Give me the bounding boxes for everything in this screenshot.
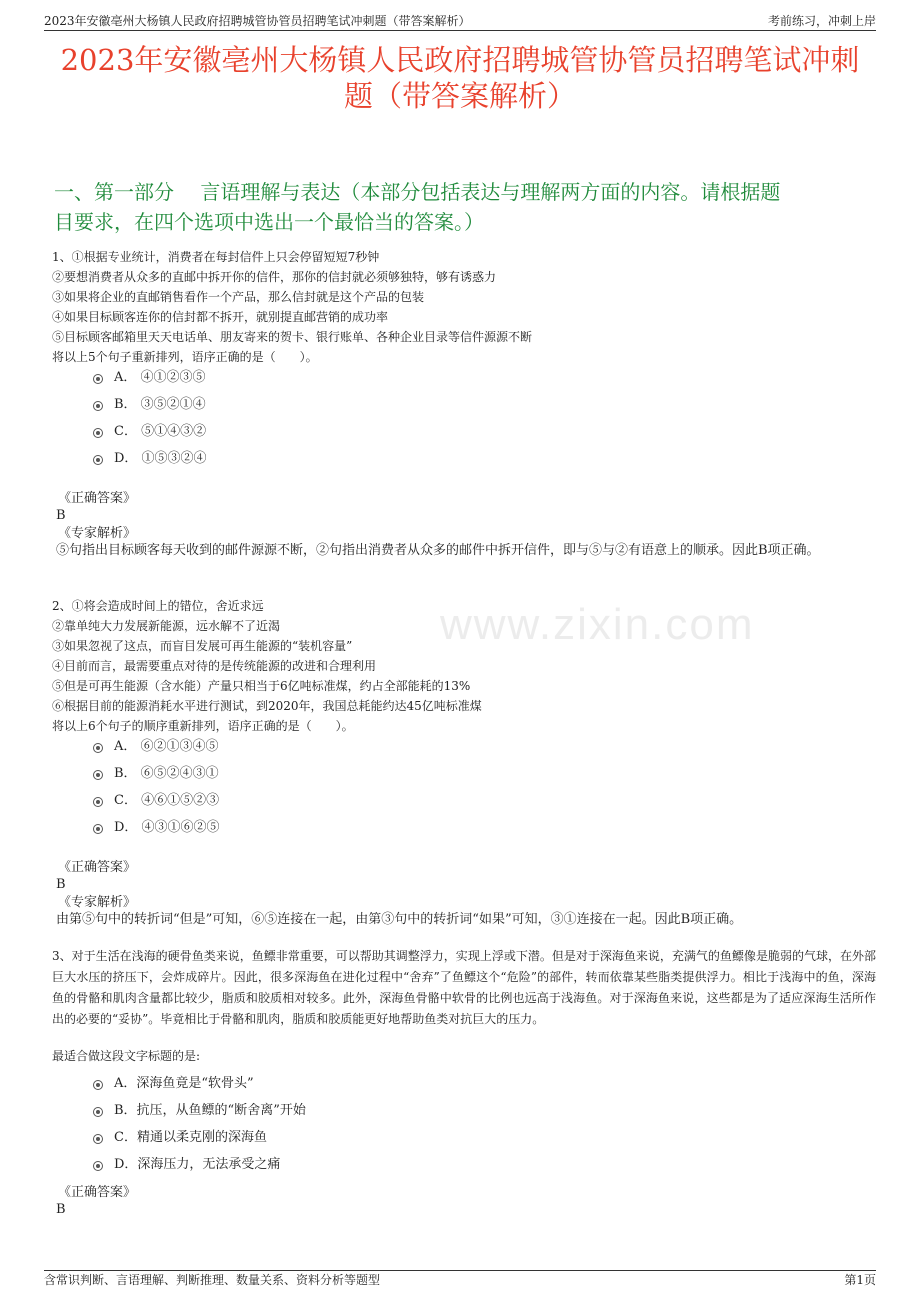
question-2-options bbox=[52, 733, 876, 841]
question-2-line: 将以上6个句子的顺序重新排列，语序正确的是（ ）。 bbox=[52, 719, 354, 733]
section-heading-line-2: 目要求，在四个选项中选出一个最恰当的答案。） bbox=[54, 210, 484, 234]
option-a[interactable] bbox=[52, 733, 876, 760]
option-label: D． ①⑤③②④ bbox=[114, 451, 207, 466]
question-3-passage: 3、对于生活在浅海的硬骨鱼类来说，鱼鳔非常重要，可以帮助其调整浮力，实现上浮或下潜。但是对于深海鱼来说，充满气的鱼鳔像是脆弱的气球，在外部巨大水压的挤压下，会炸成碎片。因此，很多深海鱼在进化过程中“舍弃”了鱼鳔这个“危险”的部件，转而依靠某些脂类提供浮力。相比于浅海中的鱼，深海鱼的骨骼和肌肉含量都比较少，脂质和胶质相对较多。此外，深海鱼骨骼中软骨的比例也远高于浅海鱼。对于深海鱼来说，这些都是为了适应深海生活所作出的必要的“妥协”。毕竟相比于骨骼和肌肉，脂质和胶质能更好地帮助鱼类对抗巨大的压力。 bbox=[52, 949, 876, 1026]
option-label: C．精通以柔克刚的深海鱼 bbox=[114, 1130, 267, 1145]
option-d[interactable] bbox=[52, 445, 876, 472]
radio-icon[interactable] bbox=[93, 770, 103, 780]
question-2-line: 2、①将会造成时间上的错位，舍近求远 bbox=[52, 599, 264, 613]
page-footer bbox=[44, 1270, 876, 1289]
option-label: D． ④③①⑥②⑤ bbox=[114, 820, 220, 835]
question-3 bbox=[52, 946, 876, 1066]
section-heading bbox=[54, 177, 866, 237]
analysis-label: 《专家解析》 bbox=[58, 526, 137, 541]
question-1-line: 1、①根据专业统计，消费者在每封信件上只会停留短短7秒钟 bbox=[52, 250, 380, 264]
title-line-2: 题（带答案解析） bbox=[343, 79, 576, 113]
radio-icon[interactable] bbox=[93, 428, 103, 438]
section-heading-line-1: 一、第一部分 言语理解与表达（本部分包括表达与理解两方面的内容。请根据题 bbox=[54, 180, 781, 204]
option-label: B． ⑥⑤②④③① bbox=[114, 766, 219, 781]
page-number: 第1页 bbox=[844, 1273, 876, 1287]
answer-label: 《正确答案》 bbox=[58, 860, 137, 875]
option-d[interactable] bbox=[52, 814, 876, 841]
title-line-1: 2023年安徽亳州大杨镇人民政府招聘城管协管员招聘笔试冲刺 bbox=[60, 43, 860, 77]
option-a[interactable] bbox=[52, 1070, 876, 1097]
option-c[interactable] bbox=[52, 787, 876, 814]
option-label: B．抗压，从鱼鳔的“断舍离”开始 bbox=[114, 1103, 306, 1118]
option-label: C． ④⑥①⑤②③ bbox=[114, 793, 220, 808]
question-1-line: 将以上5个句子重新排列，语序正确的是（ ）。 bbox=[52, 350, 318, 364]
question-3-answer bbox=[52, 1184, 876, 1218]
question-2 bbox=[52, 596, 876, 736]
answer-label: 《正确答案》 bbox=[58, 1185, 137, 1200]
question-1-line: ②要想消费者从众多的直邮中拆开你的信件，那你的信封就必须够独特，够有诱惑力 bbox=[52, 270, 497, 284]
option-label: A． ⑥②①③④⑤ bbox=[114, 739, 219, 754]
watermark: www.zixin.com bbox=[440, 600, 755, 649]
option-label: A． ④①②③⑤ bbox=[114, 370, 206, 385]
question-3-options bbox=[52, 1070, 876, 1178]
question-1-line: ⑤目标顾客邮箱里天天电话单、朋友寄来的贺卡、银行账单、各种企业目录等信件源源不断 bbox=[52, 330, 533, 344]
analysis-text: ⑤句指出目标顾客每天收到的邮件源源不断，②句指出消费者从众多的邮件中拆开信件，即与⑤与②有语意上的顺承。因此B项正确。 bbox=[56, 543, 820, 558]
option-label: A．深海鱼竟是“软骨头” bbox=[114, 1076, 254, 1091]
option-b[interactable] bbox=[52, 760, 876, 787]
option-d[interactable] bbox=[52, 1151, 876, 1178]
question-2-line: ⑤但是可再生能源（含水能）产量只相当于6亿吨标准煤，约占全部能耗的13% bbox=[52, 679, 471, 693]
radio-icon[interactable] bbox=[93, 797, 103, 807]
radio-icon[interactable] bbox=[93, 1134, 103, 1144]
question-2-line: ⑥根据目前的能源消耗水平进行测试，到2020年，我国总耗能约达45亿吨标准煤 bbox=[52, 699, 482, 713]
question-1-options bbox=[52, 364, 876, 472]
answer-value: B bbox=[56, 1202, 66, 1217]
option-b[interactable] bbox=[52, 1097, 876, 1124]
analysis-label: 《专家解析》 bbox=[58, 895, 137, 910]
question-1-line: ④如果目标顾客连你的信封都不拆开，就别提直邮营销的成功率 bbox=[52, 310, 389, 324]
header-doc-title: 2023年安徽亳州大杨镇人民政府招聘城管协管员招聘笔试冲刺题（带答案解析） bbox=[44, 14, 471, 28]
question-1-answer bbox=[52, 490, 876, 559]
radio-icon[interactable] bbox=[93, 1080, 103, 1090]
question-2-line: ②靠单纯大力发展新能源，远水解不了近渴 bbox=[52, 619, 281, 633]
option-a[interactable] bbox=[52, 364, 876, 391]
footer-description: 含常识判断、言语理解、判断推理、数量关系、资料分析等题型 bbox=[44, 1273, 381, 1287]
answer-value: B bbox=[56, 877, 66, 892]
answer-label: 《正确答案》 bbox=[58, 491, 137, 506]
question-3-prompt: 最适合做这段文字标题的是: bbox=[52, 1049, 201, 1063]
option-label: C． ⑤①④③② bbox=[114, 424, 207, 439]
option-label: B． ③⑤②①④ bbox=[114, 397, 206, 412]
question-2-line: ④目前而言，最需要重点对待的是传统能源的改进和合理利用 bbox=[52, 659, 377, 673]
option-c[interactable] bbox=[52, 1124, 876, 1151]
header-slogan: 考前练习，冲刺上岸 bbox=[767, 14, 876, 28]
radio-icon[interactable] bbox=[93, 374, 103, 384]
radio-icon[interactable] bbox=[93, 743, 103, 753]
radio-icon[interactable] bbox=[93, 1161, 103, 1171]
answer-value: B bbox=[56, 508, 66, 523]
question-1 bbox=[52, 247, 876, 367]
radio-icon[interactable] bbox=[93, 1107, 103, 1117]
question-2-answer bbox=[52, 859, 876, 928]
question-2-line: ③如果忽视了这点，而盲目发展可再生能源的“装机容量” bbox=[52, 639, 353, 653]
analysis-text: 由第⑤句中的转折词“但是”可知，⑥⑤连接在一起，由第③句中的转折词“如果”可知，③①连接在一起。因此B项正确。 bbox=[56, 912, 743, 927]
option-b[interactable] bbox=[52, 391, 876, 418]
radio-icon[interactable] bbox=[93, 455, 103, 465]
option-c[interactable] bbox=[52, 418, 876, 445]
option-label: D．深海压力，无法承受之痛 bbox=[114, 1157, 281, 1172]
radio-icon[interactable] bbox=[93, 401, 103, 411]
question-1-line: ③如果将企业的直邮销售看作一个产品，那么信封就是这个产品的包装 bbox=[52, 290, 425, 304]
radio-icon[interactable] bbox=[93, 824, 103, 834]
document-title bbox=[44, 42, 876, 114]
page-header bbox=[44, 12, 876, 31]
